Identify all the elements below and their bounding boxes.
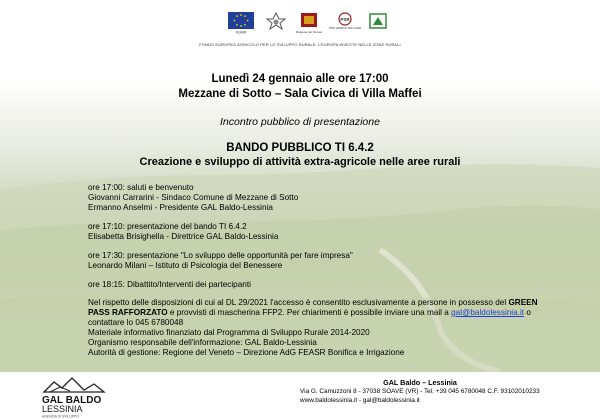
schedule-line: Leonardo Milani – Istituto di Psicologia del Benessere	[88, 261, 283, 270]
italy-emblem-icon	[266, 12, 286, 34]
schedule	[88, 183, 528, 299]
veneto-caption: Regione del Veneto	[295, 30, 323, 34]
notice-text: e provvisti di mascherina FFP2. Per chiarimenti è possibile inviare una mail a	[167, 308, 452, 317]
schedule-line: ore 17:00: saluti e benvenuto	[88, 183, 194, 192]
event-date: Lunedì 24 gennaio alle ore 17:00	[211, 73, 389, 85]
notice-text: Nel rispetto delle disposizioni di cui al DL 29/2021 l'accesso è consentito esclusivamente a persone in possesso del	[88, 298, 509, 307]
gal-web[interactable]: www.baldolessinia.it - gal@baldolessinia.it	[300, 397, 420, 404]
funding-line: Materiale informativo finanziato dal Programma di Sviluppo Rurale 2014-2020	[88, 328, 370, 337]
veneto-region-icon	[296, 12, 322, 34]
fund-line: FONDO EUROPEO AGRICOLO PER LO SVILUPPO RURALE: L'EUROPA INVESTE NELLE ZONE RURALI	[199, 42, 401, 47]
funding-line: Autorità di gestione: Regione del Veneto – Direzione AdG FEASR Bonifica e Irrigazione	[88, 348, 405, 357]
schedule-item	[88, 183, 528, 213]
funding-info	[88, 328, 528, 358]
event-subtitle: Incontro pubblico di presentazione	[220, 116, 380, 128]
schedule-line: Giovanni Carrarini - Sindaco Comune di Mezzane di Sotto	[88, 193, 299, 202]
email-link[interactable]: gal@baldolessinia.it	[451, 308, 525, 317]
sponsor-logos	[228, 12, 388, 40]
eu-flag-icon	[228, 12, 254, 34]
psr-veneto-icon	[328, 12, 362, 34]
event-title: BANDO PUBBLICO TI 6.4.2	[226, 142, 374, 154]
schedule-item	[88, 222, 528, 242]
eu-caption: FEASR	[235, 30, 247, 35]
gal-baldo-lessinia-logo	[40, 376, 128, 418]
psr-caption: PSR VENETO 2014-2020	[328, 26, 362, 30]
notice-text: o contattare lo 045 6780048	[88, 308, 531, 327]
schedule-line: Elisabetta Brisighella - Direttrice GAL Baldo-Lessinia	[88, 232, 279, 241]
logo-text-3: AGENZIA DI SVILUPPO	[42, 414, 79, 419]
funding-line: Organismo responsabile dell'informazione: GAL Baldo-Lessinia	[88, 338, 317, 347]
gal-contacts	[300, 378, 600, 405]
logo-text-1: GAL BALDO	[42, 395, 102, 406]
gal-name: GAL Baldo – Lessinia	[383, 378, 457, 387]
schedule-line: Ermanno Anselmi - Presidente GAL Baldo-Lessinia	[88, 203, 273, 212]
schedule-line: ore 18:15: Dibattito/Interventi dei partecipanti	[88, 280, 251, 289]
notice-bold: GREEN PASS RAFFORZATO	[88, 298, 538, 317]
gal-address: Via G. Camuzzoni 8 - 37038 SOAVE (VR) - Tel. +39 045 6780048 C.F. 93102010233	[300, 388, 540, 395]
logo-text-2: LESSINIA	[42, 404, 83, 414]
schedule-line: ore 17:30: presentazione "Lo sviluppo delle opportunità per fare impresa"	[88, 251, 353, 260]
event-title-sub: Creazione e sviluppo di attività extra-agricole nelle aree rurali	[139, 156, 461, 168]
event-place: Mezzane di Sotto – Sala Civica di Villa Maffei	[178, 88, 422, 100]
footer	[0, 372, 600, 419]
svg-text:PSR: PSR	[340, 17, 350, 22]
green-pass-notice	[88, 298, 558, 328]
schedule-item	[88, 251, 528, 271]
schedule-line: ore 17:10: presentazione del bando TI 6.4.2	[88, 222, 247, 231]
schedule-item	[88, 280, 528, 290]
leader-icon	[368, 12, 388, 34]
